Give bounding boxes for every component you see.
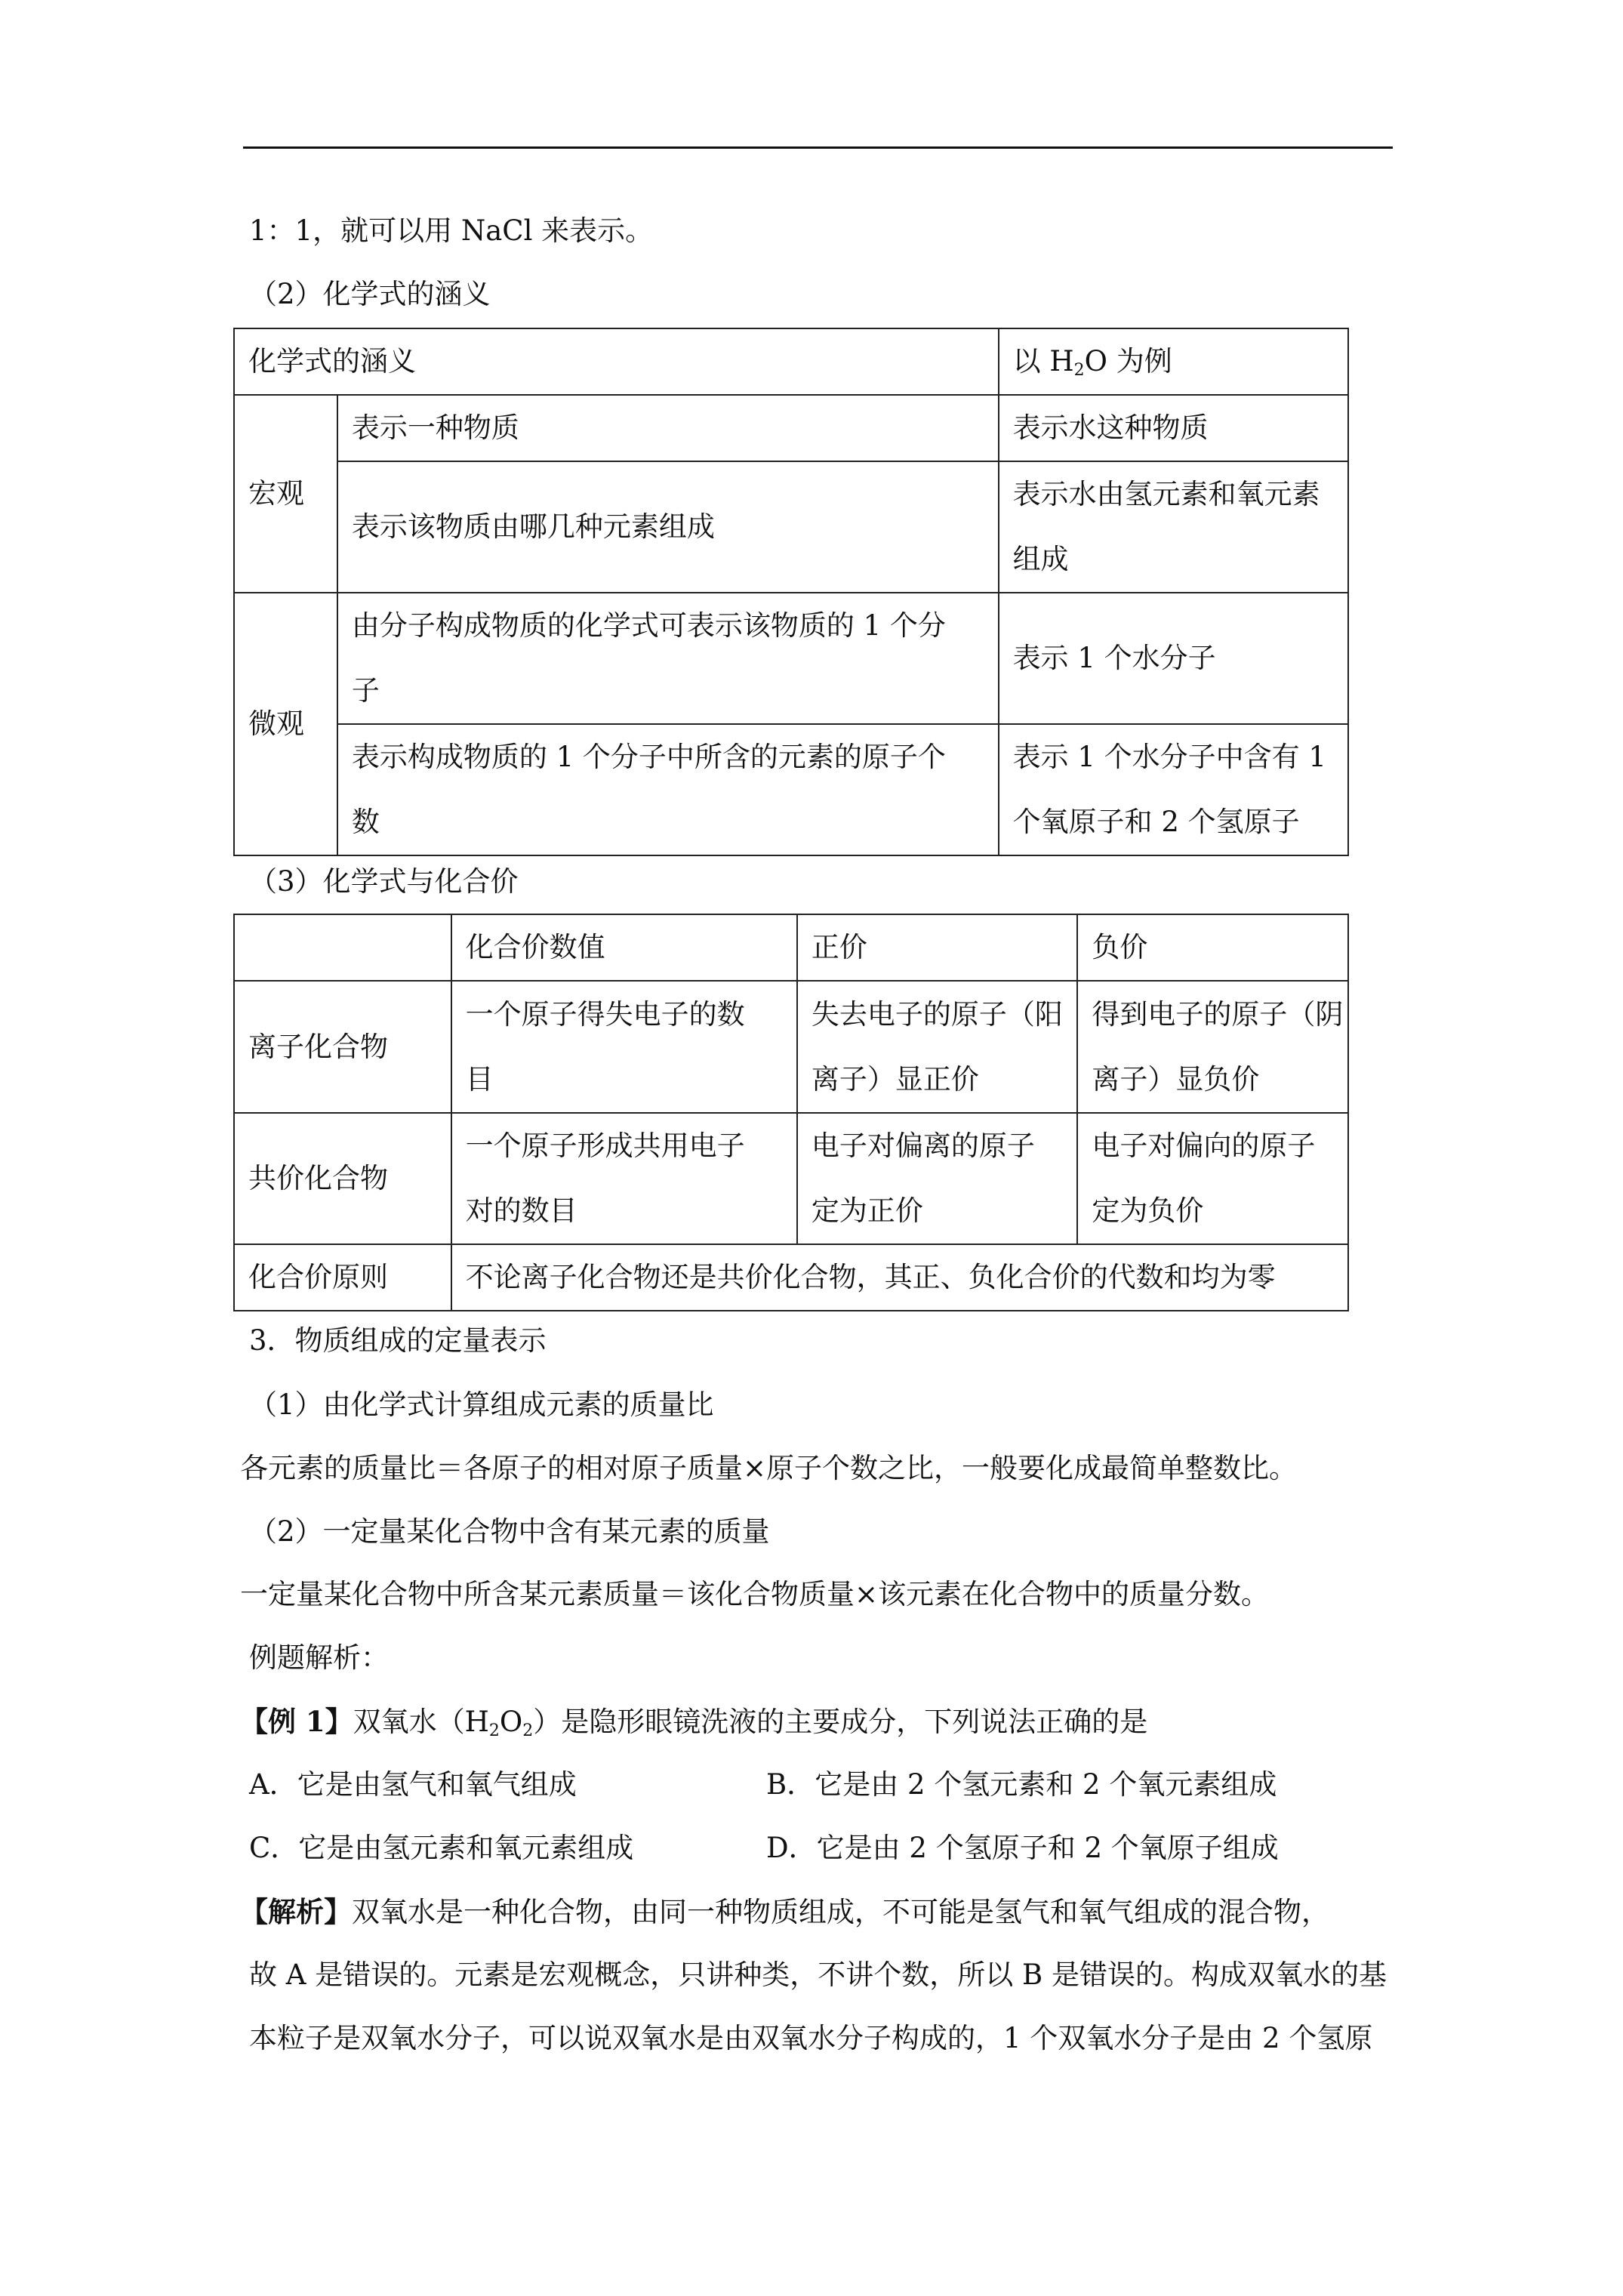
section3-title: （3）化学式与化合价 — [249, 865, 519, 898]
example1-question: 【例 1】双氧水$(H_2O_2)$是隐形眼镜洗液的主要成分，下列说法正确的是 — [240, 1705, 1148, 1740]
header-positive: 正价 — [797, 914, 1078, 981]
option-c: C．它是由氢元素和氧元素组成 — [249, 1832, 634, 1864]
ionic-label: 离子化合物 — [234, 981, 451, 1113]
table-row — [234, 724, 1348, 855]
option-a: A．它是由氢气和氧气组成 — [249, 1768, 577, 1801]
header-example: 以 $H_2O$ 为例 — [999, 328, 1348, 395]
table-row — [234, 328, 1348, 395]
micro-row1-meaning: 由分子构成物质的化学式可表示该物质的 1 个分 子 — [337, 593, 999, 724]
section2-title: （2）化学式的涵义 — [249, 278, 491, 310]
macro-row1-meaning: 表示一种物质 — [337, 395, 999, 461]
header-valence-value: 化合价数值 — [451, 914, 797, 981]
covalent-value: 一个原子形成共用电子 对的数目 — [451, 1113, 797, 1244]
option-b: B．它是由 2 个氢元素和 2 个氧元素组成 — [766, 1768, 1277, 1801]
micro-row2-meaning: 表示构成物质的 1 个分子中所含的元素的原子个 数 — [337, 724, 999, 855]
macro-row1-example: 表示水这种物质 — [999, 395, 1348, 461]
micro-row1-example: 表示 1 个水分子 — [999, 593, 1348, 724]
micro-label: 微观 — [234, 593, 337, 855]
ionic-value: 一个原子得失电子的数 目 — [451, 981, 797, 1113]
macro-row2-meaning: 表示该物质由哪几种元素组成 — [337, 461, 999, 593]
s3-heading: 3．物质组成的定量表示 — [249, 1324, 547, 1357]
header-rule — [243, 146, 1393, 149]
analysis-line-1: 【解析】双氧水是一种化合物，由同一种物质组成，不可能是氢气和氧气组成的混合物， — [240, 1895, 1329, 1928]
s3-2-text: 一定量某化合物中所含某元素质量＝该化合物质量×该元素在化合物中的质量分数。 — [240, 1578, 1269, 1610]
table-row — [234, 1113, 1348, 1244]
principle-label: 化合价原则 — [234, 1244, 451, 1311]
s3-2-title: （2）一定量某化合物中含有某元素的质量 — [249, 1515, 770, 1548]
principle-text: 不论离子化合物还是共价化合物，其正、负化合价的代数和均为零 — [451, 1244, 1348, 1311]
micro-row2-example: 表示 1 个水分子中含有 1 个氧原子和 2 个氢原子 — [999, 724, 1348, 855]
table-row — [234, 461, 1348, 593]
table-row — [234, 1244, 1348, 1311]
table-row — [234, 981, 1348, 1113]
covalent-positive: 电子对偏离的原子 定为正价 — [797, 1113, 1078, 1244]
ionic-positive: 失去电子的原子（阳 离子）显正价 — [797, 981, 1078, 1113]
table-row — [234, 395, 1348, 461]
macro-label: 宏观 — [234, 395, 337, 593]
header-meaning: 化学式的涵义 — [234, 328, 999, 395]
covalent-label: 共价化合物 — [234, 1113, 451, 1244]
macro-row2-example: 表示水由氢元素和氧元素 组成 — [999, 461, 1348, 593]
analysis-line-2: 故 A 是错误的。元素是宏观概念，只讲种类，不讲个数，所以 B 是错误的。构成双氧水的基 — [249, 1959, 1387, 1991]
table-row — [234, 593, 1348, 724]
table-row — [234, 914, 1348, 981]
s3-1-title: （1）由化学式计算组成元素的质量比 — [249, 1388, 714, 1421]
covalent-negative: 电子对偏向的原子 定为负价 — [1077, 1113, 1348, 1244]
top-line: 1：1，就可以用 NaCl 来表示。 — [249, 214, 654, 247]
valence-table — [233, 914, 1349, 1311]
s3-1-text: 各元素的质量比＝各原子的相对原子质量×原子个数之比，一般要化成最简单整数比。 — [240, 1452, 1297, 1484]
analysis-tag: 【解析】 — [240, 1895, 352, 1928]
analysis-line-3: 本粒子是双氧水分子，可以说双氧水是由双氧水分子构成的，1 个双氧水分子是由 2 个氢原 — [249, 2022, 1373, 2054]
example1-tag: 【例 1】 — [240, 1705, 353, 1738]
examples-heading: 例题解析： — [249, 1641, 389, 1674]
formula-meaning-table — [233, 328, 1349, 856]
header-negative: 负价 — [1077, 914, 1348, 981]
ionic-negative: 得到电子的原子（阴 离子）显负价 — [1077, 981, 1348, 1113]
option-d: D．它是由 2 个氢原子和 2 个氧原子组成 — [766, 1832, 1279, 1864]
header-empty — [234, 914, 451, 981]
